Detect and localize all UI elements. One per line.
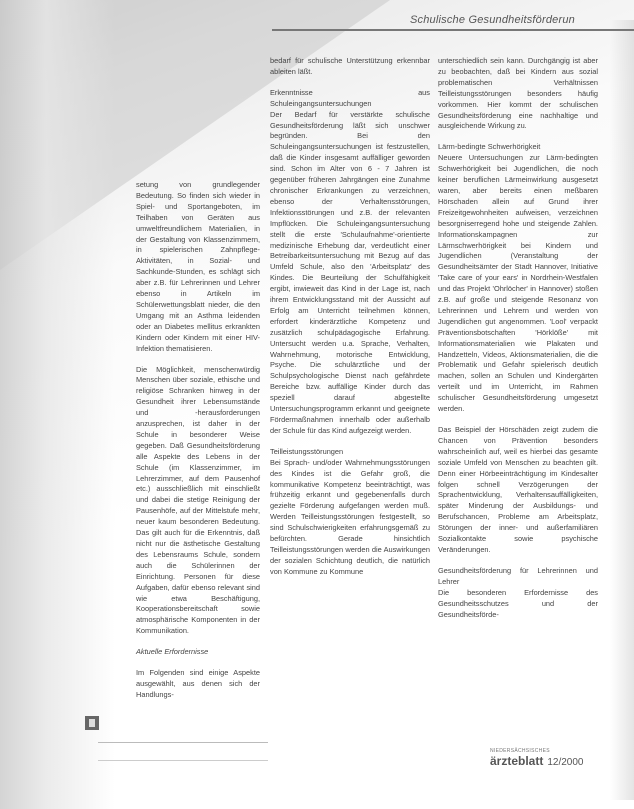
scan-right-edge	[610, 20, 634, 800]
section-heading: Lärm-bedingte Schwerhörigkeit	[438, 142, 541, 152]
text-column-3	[438, 56, 598, 630]
paragraph: Der Bedarf für verstärkte schulische Gesundheitsförderung läßt sich unschwer begründen. Bei den Schuleingangsuntersuchungen ist festzustellen, daß die Kinder insgesamt auffälliger geworden sind. Schon im Alter von 6 - 7 Jahren ist gegenüber früheren Jahrgängen eine Zunahme chronischer Erkrankungen zu verzeichnen, ebenso der Verhaltensstörungen, Infektionsstörungen und z.B. der relevanten Impflücken. Die Schuleingangsuntersuchung stellt die erste 'Schulaufnahme'-orientierte medizinische Erhebung dar, verdeutlicht einer Betreibarkeitsuntersuchung mit Bezug auf das Umfeld Schule, also den 'Arbeitsplatz' des Kindes. Die Beurteilung der Schulfähigkeit ergibt, inwieweit das Kind in der Lage ist, nach ihrem Entwicklungsstand mit der Aussicht auf Erfolg am Unterricht teilnehmen können, erfordert kinderärztliche Kompetenz und zusätzlich schulpädagogische Erfahrung. Untersucht werden u.a. Sprache, Verhalten, Wahrnehmung, motorische Entwicklung, Psyche. Die schulärztliche und der Schulpsychologische Dienst nach gefährdete Bereiche bzw. auffällige Kinder durch das speziell darauf abgestellte Untersuchungsprogramm erkannt und geeignete Fördermaßnahmen innerhalb oder außerhalb der Schule für das Kind aufgezeigt werden.	[270, 109, 430, 435]
paragraph: Neuere Untersuchungen zur Lärm-bedingten Schwerhörigkeit bei Jugendlichen, die noch keiner beruflichen Lärmeinwirkung ausgesetzt waren, aber bereits einen meßbaren Hörschaden allein auf Grund ihrer Freizeitgewohnheiten aufweisen, verzeichnen besorgniserregend hohe und steigende Zahlen. Informationskampagnen zur Lärmschwerhörigkeit bei Kindern und Jugendlichen (Veranstaltung der Gesundheitsämter der Stadt Hannover, Initiative 'Take care of your ears' in Nordrhein-Westfalen und das Projekt 'Ohrlöcher' in Hannover) stoßen z.B. auf große und steigende Resonanz von Lehrerinnen und Lehrern und werden von Jugendlichen gut angenommen. 'Lool' verpackt Präventionsbotschaften 'Hörklöße' mit Informationsmaterialien wie Plakaten und Handzetteln, Videos, Aktionsmaterialien, die die Problematik und Gefahr spielerisch deutlich machen, sollen an Schulen und Kindergärten verteilt und im Unterricht, im Rahmen schulischer Gesundheitsförderung umgesetzt werden.	[438, 153, 598, 414]
section-heading: Teilleistungsstörungen	[270, 446, 344, 456]
paragraph: unterschiedlich sein kann. Durchgängig ist aber zu beobachten, daß bei Kindern aus sozial problematischen Verhältnissen Teilleistungsstörungen besonders häufig vorkommen. Hier kommt der schulischen Gesundheitsförderung eine nachhaltige und ausgleichende Wirkung zu.	[438, 56, 598, 131]
journal-name-text: ärzteblatt	[490, 754, 544, 768]
running-title: Schulische Gesundheitsförderun	[410, 14, 575, 26]
footer-rule	[98, 742, 268, 743]
paragraph: Bei Sprach- und/oder Wahrnehmungsstörungen des Kindes ist die Gefahr groß, die kommunikative Kompetenz beeinträchtigt, was frühzeitig erkannt und gegebenenfalls durch gezielte Förderung aufgefangen werden muß. Werden Teilleistungsstörungen festgestellt, so sind Schulschwierigkeiten erfahrungsgemäß zu befürchten. Gerade hinsichtlich Teilleistungsstörungen werden die Auswirkungen der sozialen Schichtung deutlich, die natürlich von Kommune zu Kommune	[270, 457, 430, 576]
section-heading: Aktuelle Erfordernisse	[136, 647, 209, 657]
footer-rule	[98, 760, 268, 761]
paragraph: setung von grundlegender Bedeutung. So finden sich wieder in Spiel- und Sportangeboten, im Teilhaben von Geräten aus umweltfreundlichem Materialien, in der Gestaltung von Klassenzimmern, in spielerischen Zahnpflege-Aktivitäten, in Sozial- und Sachkunde-Stunden, es schlägt sich aber z.B. für Lehrerinnen und Lehrer ebenso in Artikeln im Schülerwettungsblatt nieder, die den Umgang mit an Asthma leidenden oder an Diabetes mellitus erkrankten Kindern oder Kindern mit einer HIV-Infektion thematisieren.	[136, 180, 260, 353]
text-column-1	[136, 180, 260, 711]
journal-logo	[490, 748, 600, 768]
section-heading: Gesundheitsförderung für Lehrerinnen und Lehrer	[438, 565, 598, 586]
paragraph: Die Möglichkeit, menschenwürdig Menschen über soziale, ethische und religiöse Schranken hinweg in der Gesundheit ihrer Lebensumstände und -herausforderungen anzusprechen, ist daher in der Schule in besonderer Weise gegeben. Daß Gesundheitsförderung alle Aspekte des Lebens in der Schule (im Klassenzimmer, im Lehrerzimmer, auf dem Pausenhof etc.) ausschließlich mit einschließt und dabei die stetige Reinigung der Pausenhöfe, auf der Mittelstufe mehr, neuer kaum besonderen Bedeutung. Das gilt auch für die Erkenntnis, daß nicht nur die ästhetische Gestaltung des Lebensraums Schule, sondern auch die Schülerinnen der Einrichtung. Personen für diese Aufgaben, dafür ebenso relevant sind wie etwa Beschäftigung, Kooperationsbereitschaft sowie atmosphärische Komponenten in der Kommunikation.	[136, 364, 260, 636]
text-column-2	[270, 56, 430, 588]
section-heading: Erkenntnisse aus Schuleingangsuntersuchungen	[270, 87, 430, 108]
paragraph: Im Folgenden sind einige Aspekte ausgewählt, aus denen sich der Handlungs-	[136, 668, 260, 699]
issue-number: 12/2000	[547, 757, 584, 768]
scan-left-edge	[0, 0, 115, 809]
journal-subtitle: NIEDERSÄCHSISCHES	[490, 748, 550, 754]
paragraph: Das Beispiel der Hörschäden zeigt zudem die Chancen von Prävention besonders wahrscheinlich auf, weil es hierbei das gesamte soziale Umfeld von Menschen zu beachten gilt. Denn einer Hörbeeinträchtigung im Kindesalter folgen schnell Verzögerungen der Sprachentwicklung, Verhaltensauffälligkeiten, später Minderung der Ausbildungs- und Berufschancen, Probleme am Arbeitsplatz, Störungen der inner- und außerfamiliären Sozialkontakte sowie psychische Veränderungen.	[438, 425, 598, 554]
header-rule	[272, 29, 634, 31]
page-marker-icon	[85, 716, 99, 730]
paragraph: Die besonderen Erfordernisse des Gesundheitsschutzes und der Gesundheitsförde-	[438, 587, 598, 619]
paragraph: bedarf für schulische Unterstützung erkennbar ableiten läßt.	[270, 56, 430, 76]
journal-name	[490, 754, 600, 768]
